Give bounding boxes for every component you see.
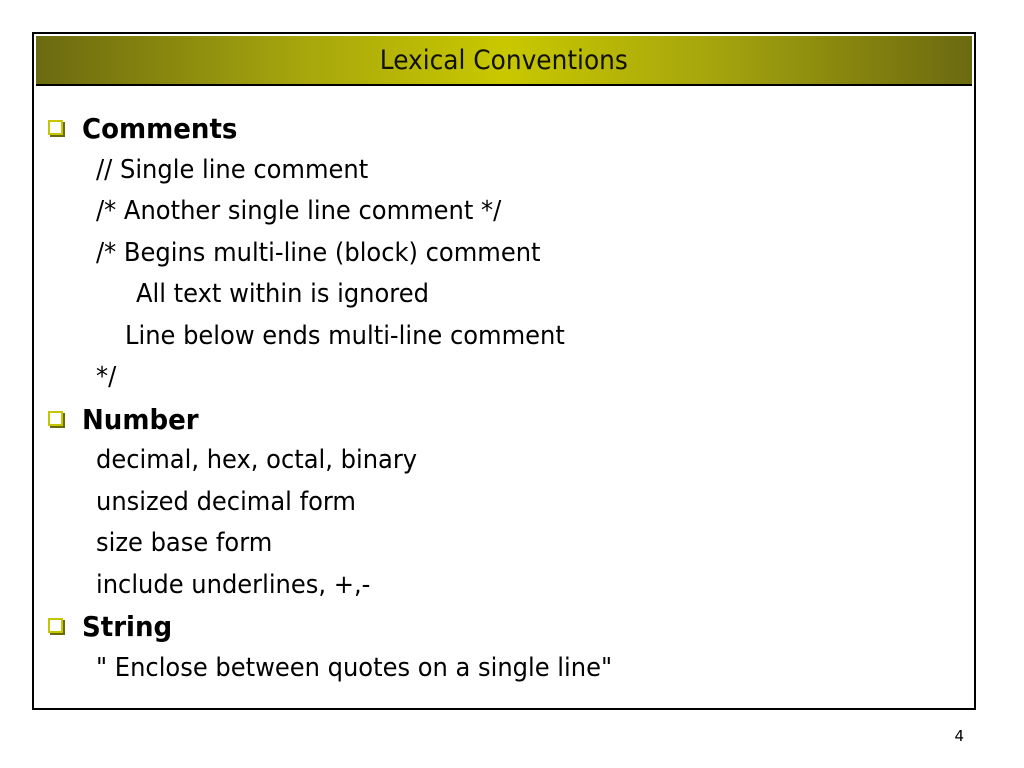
list-item: /* Begins multi-line (block) comment [96,237,541,268]
hollow-square-bullet-icon [48,618,63,633]
list-item: decimal, hex, octal, binary [96,445,418,475]
hollow-square-bullet-icon [48,411,63,426]
list-item: */ [96,362,117,392]
slide-frame [32,32,976,710]
list-item: include underlines, +,- [96,569,371,600]
page-number: 4 [954,727,964,745]
list-item: Line below ends multi-line comment [125,320,565,351]
section-heading-label: Number [82,402,199,436]
slide-content [46,108,964,689]
list-item: unsized decimal form [96,486,356,517]
hollow-square-bullet-icon [48,120,63,135]
section-heading-label: String [82,610,173,643]
list-item: All text within is ignored [136,279,429,309]
list-item: " Enclose between quotes on a single line" [96,652,613,683]
title-bar [36,36,972,86]
section-heading-string [46,606,964,648]
list-item: // Single line comment [96,154,369,185]
slide-title: Lexical Conventions [379,44,629,76]
section-heading-number [46,399,964,441]
section-heading-label: Comments [82,112,238,145]
list-item: /* Another single line comment */ [96,196,502,226]
list-item: size base form [96,528,273,558]
section-heading-comments [46,108,964,150]
